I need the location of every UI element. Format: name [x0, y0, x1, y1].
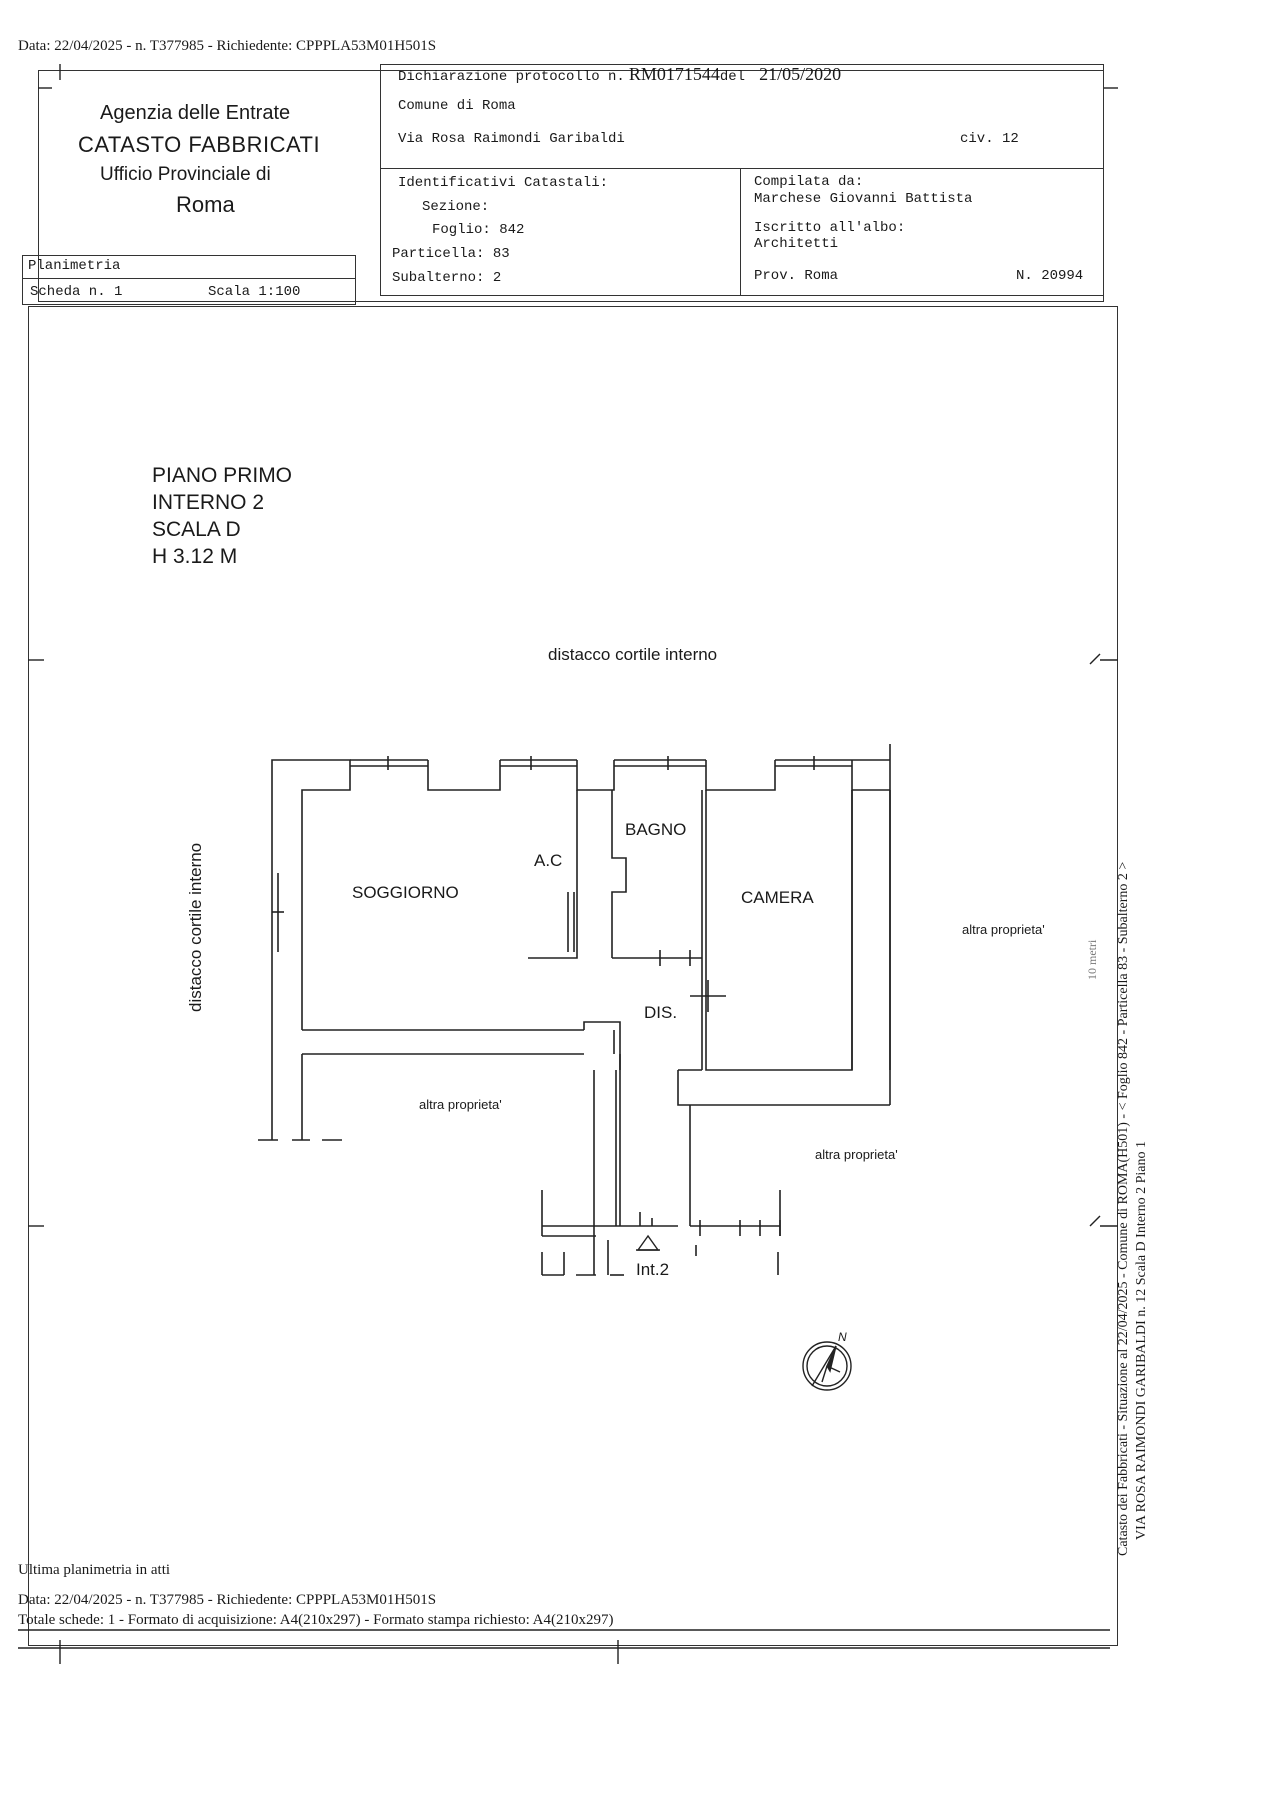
- civ: civ. 12: [960, 131, 1019, 147]
- plan-piano: PIANO PRIMO: [152, 464, 293, 487]
- top-stamp: Data: 22/04/2025 - n. T377985 - Richiedente: CPPPLA53M01H501S: [18, 38, 437, 54]
- protocol-del: del: [719, 69, 746, 85]
- plan-altezza: H 3.12 M: [152, 545, 238, 568]
- identificativi-title: Identificativi Catastali:: [398, 175, 609, 191]
- label-entrance: Int.2: [636, 1260, 670, 1279]
- label-altra-1: altra proprieta': [419, 1097, 502, 1112]
- plan-interno: INTERNO 2: [152, 491, 265, 514]
- plan-scala: SCALA D: [152, 518, 241, 541]
- albo: Architetti: [754, 236, 839, 252]
- comune: Comune di Roma: [398, 98, 516, 114]
- albo-number: N. 20994: [1016, 268, 1084, 284]
- agency-name: Agenzia delle Entrate: [100, 102, 291, 124]
- scheda-label: Scheda n. 1: [30, 284, 123, 300]
- protocol-label: Dichiarazione protocollo n.: [398, 69, 625, 85]
- label-altra-3: altra proprieta': [962, 922, 1045, 937]
- label-soggiorno: SOGGIORNO: [352, 883, 459, 902]
- subalterno: Subalterno: 2: [392, 270, 502, 286]
- albo-label: Iscritto all'albo:: [754, 220, 906, 236]
- north-compass: [803, 1342, 851, 1390]
- prov: Prov. Roma: [754, 268, 839, 284]
- agency-catasto: CATASTO FABBRICATI: [78, 132, 321, 157]
- entrance-marker: [638, 1236, 658, 1250]
- agency-office: Ufficio Provinciale di: [100, 164, 271, 185]
- planimetria-label: Planimetria: [28, 258, 121, 274]
- address: Via Rosa Raimondi Garibaldi: [398, 131, 625, 147]
- compilata-label: Compilata da:: [754, 174, 864, 190]
- protocol-number: RM0171544: [628, 64, 720, 84]
- apartment-walls: [258, 744, 890, 1275]
- label-altra-2: altra proprieta': [815, 1147, 898, 1162]
- label-camera: CAMERA: [741, 888, 814, 907]
- agency-city: Roma: [176, 192, 235, 217]
- footer-ultima: Ultima planimetria in atti: [18, 1562, 171, 1578]
- label-bagno: BAGNO: [625, 820, 687, 839]
- label-north: N: [838, 1330, 847, 1344]
- foglio: Foglio: 842: [432, 222, 525, 238]
- sezione: Sezione:: [422, 199, 490, 215]
- footer-data: Data: 22/04/2025 - n. T377985 - Richiedente: CPPPLA53M01H501S: [18, 1592, 437, 1608]
- side-text-line2: VIA ROSA RAIMONDI GARIBALDI n. 12 Scala D Interno 2 Piano 1: [1134, 1141, 1149, 1540]
- protocol-date: 21/05/2020: [759, 64, 842, 84]
- footer-totale: Totale schede: 1 - Formato di acquisizione: A4(210x297) - Formato stampa richiesto: A4(210x297): [18, 1612, 614, 1628]
- side-text-faint: 10 metri: [1085, 939, 1099, 980]
- label-cortile-left: distacco cortile interno: [186, 842, 205, 1012]
- compilata-name: Marchese Giovanni Battista: [754, 191, 973, 207]
- scala-label: Scala 1:100: [208, 284, 301, 300]
- label-cortile-top: distacco cortile interno: [548, 645, 718, 664]
- particella: Particella: 83: [392, 246, 510, 262]
- label-ac: A.C: [534, 851, 563, 870]
- side-text-line1: Catasto dei Fabbricati - Situazione al 22/04/2025 - Comune di ROMA(H501) - < Foglio 842 - Particella 83 - Subalterno 2 >: [1116, 861, 1131, 1556]
- label-dis: DIS.: [644, 1003, 678, 1022]
